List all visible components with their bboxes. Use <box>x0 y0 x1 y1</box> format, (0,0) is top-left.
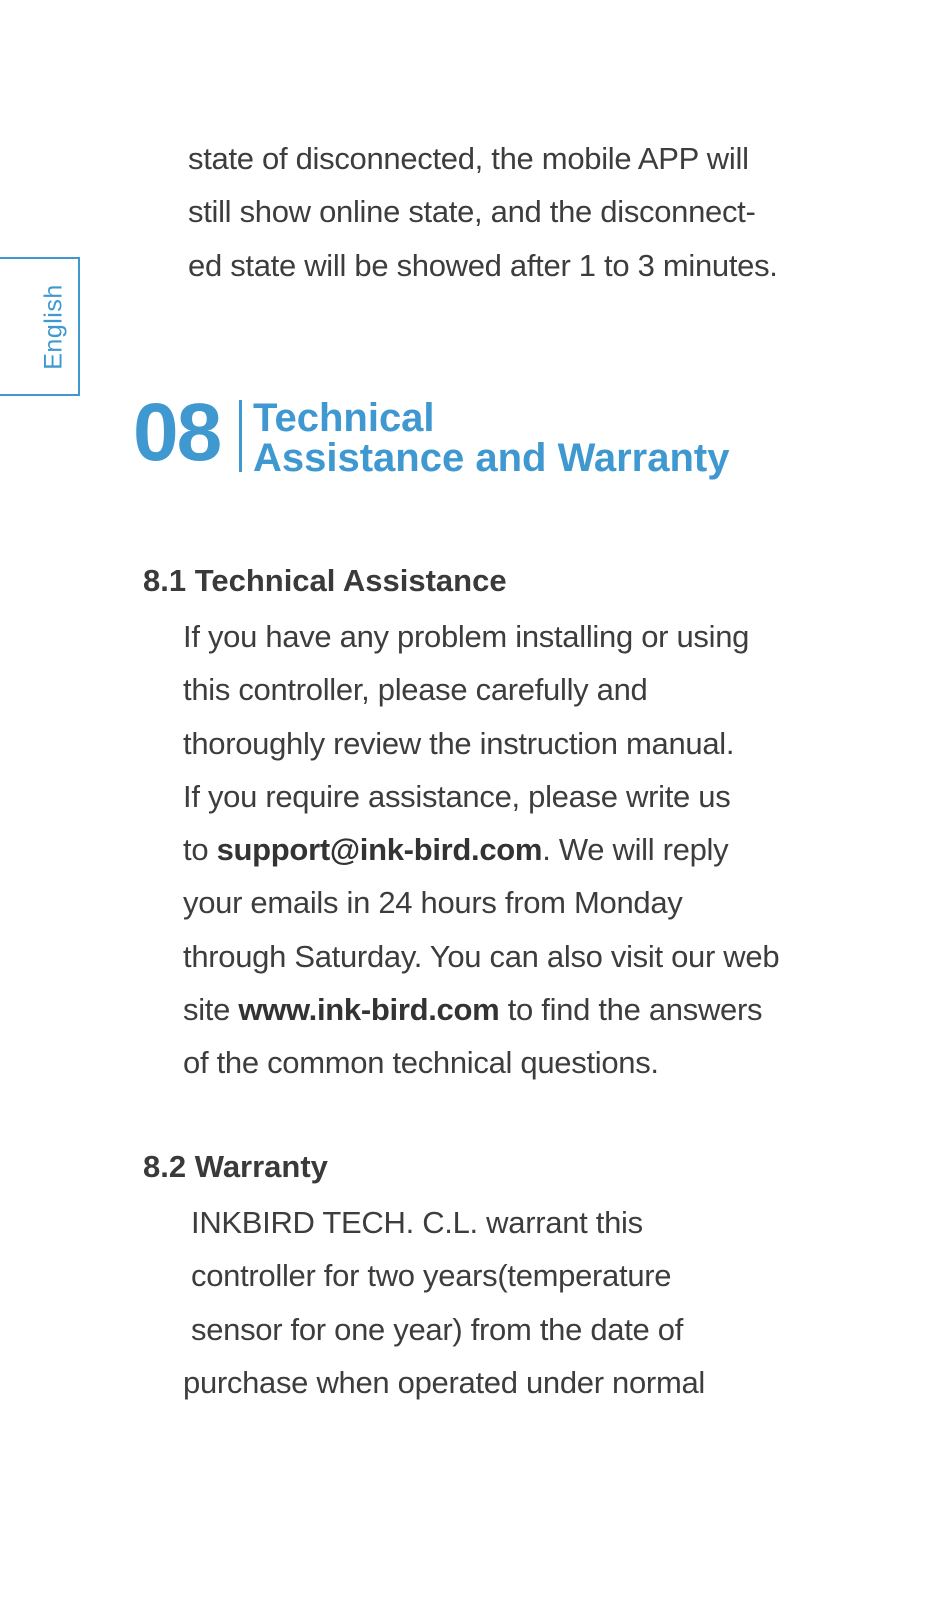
chapter-divider <box>239 400 242 472</box>
line-text: to <box>183 832 217 868</box>
paragraph-line: INKBIRD TECH. C.L. warrant this <box>191 1205 643 1240</box>
paragraph-line <box>183 823 843 876</box>
line-text: . We will reply <box>542 832 729 868</box>
paragraph-line: If you require assistance, please write us <box>183 778 731 814</box>
section-heading-technical-assistance: 8.1 Technical Assistance <box>143 563 507 598</box>
chapter-number: 08 <box>133 387 221 478</box>
intro-line: still show online state, and the disconnect- <box>188 194 756 230</box>
paragraph-line: sensor for one year) from the date of <box>191 1311 684 1347</box>
paragraph-line: of the common technical questions. <box>183 1045 659 1081</box>
paragraph-line: your emails in 24 hours from Monday <box>183 885 683 921</box>
section-heading-warranty: 8.2 Warranty <box>143 1149 328 1184</box>
website-link[interactable]: www.ink-bird.com <box>238 992 500 1028</box>
chapter-title-line: Assistance and Warranty <box>253 436 730 480</box>
line-text: site <box>183 992 239 1028</box>
warranty-paragraph <box>183 1196 843 1409</box>
paragraph-line <box>183 983 843 1036</box>
language-tab-label: English <box>39 284 68 370</box>
intro-line: ed state will be showed after 1 to 3 minutes. <box>188 247 778 283</box>
intro-paragraph <box>188 132 828 292</box>
technical-assistance-paragraph <box>183 610 843 1090</box>
line-text: to find the answers <box>499 992 763 1028</box>
intro-line: state of disconnected, the mobile APP will <box>188 141 749 176</box>
paragraph-line: thoroughly review the instruction manual. <box>183 725 735 761</box>
chapter-title <box>253 398 729 478</box>
support-email-link[interactable]: support@ink-bird.com <box>216 832 543 868</box>
paragraph-line: controller for two years(temperature <box>191 1258 672 1294</box>
paragraph-line: this controller, please carefully and <box>183 672 648 708</box>
paragraph-line: purchase when operated under normal <box>183 1364 706 1400</box>
chapter-title-line: Technical <box>253 396 435 440</box>
paragraph-line: through Saturday. You can also visit our web <box>183 938 780 974</box>
paragraph-line: If you have any problem installing or using <box>183 619 750 654</box>
